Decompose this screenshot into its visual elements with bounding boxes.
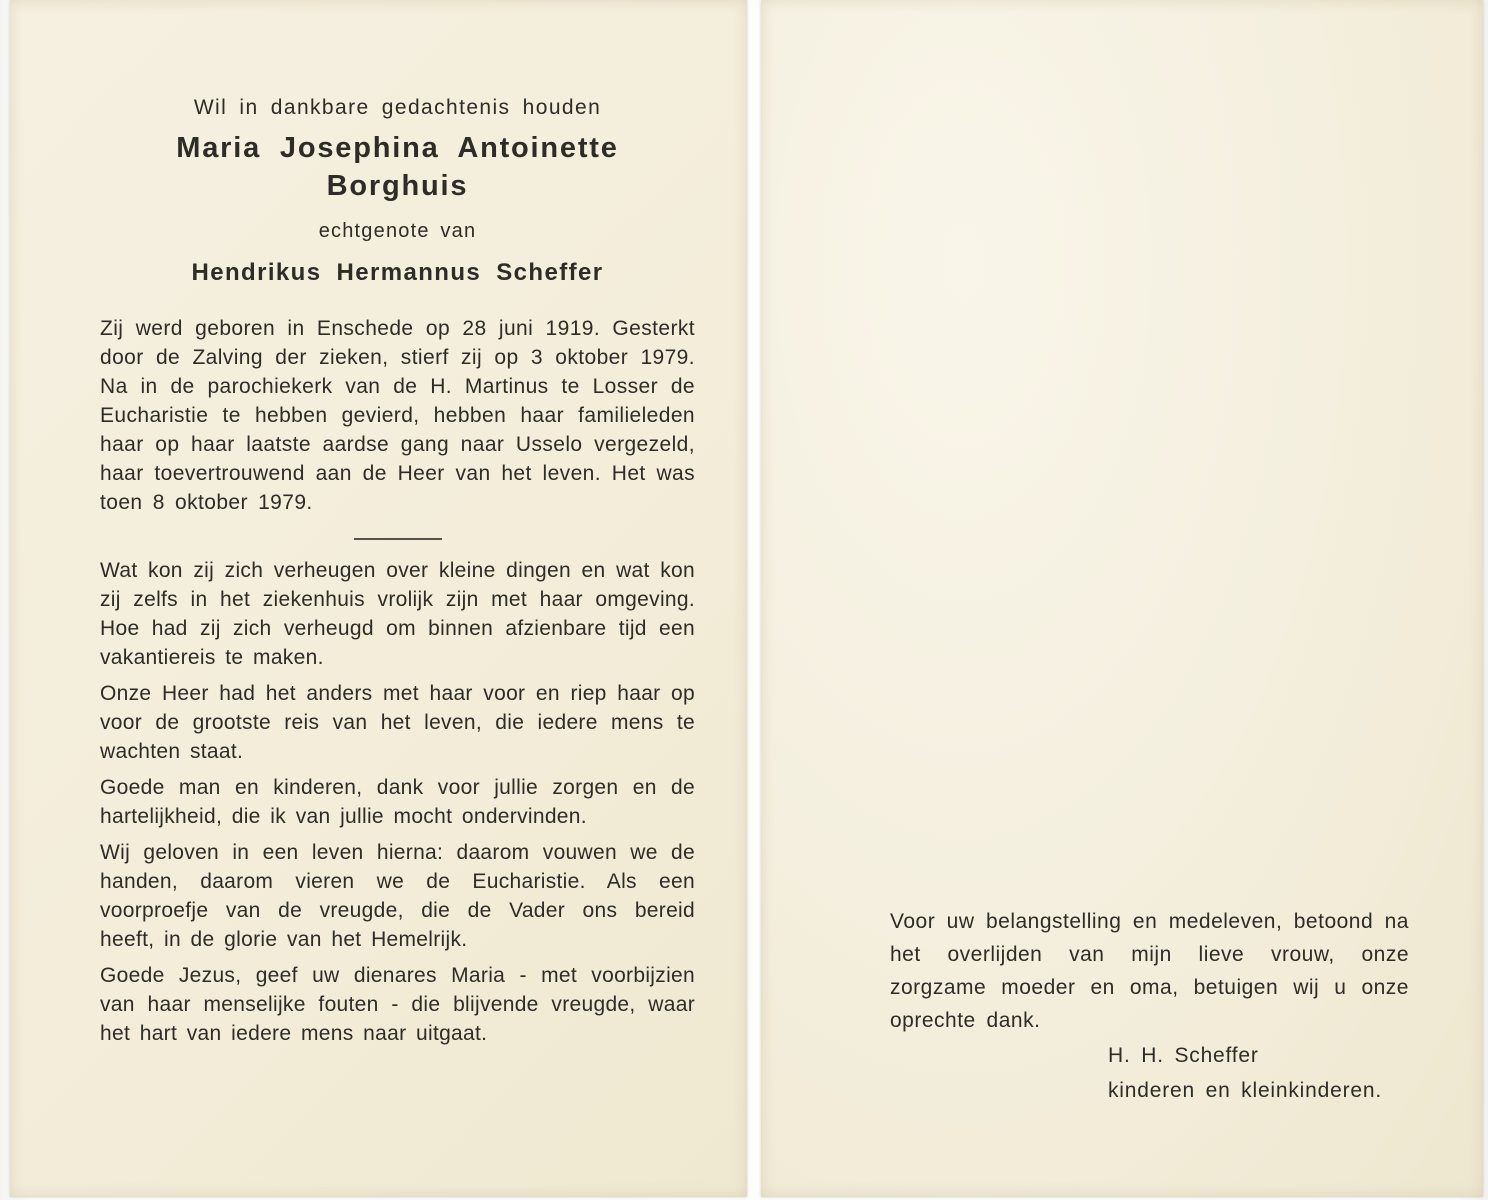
spouse-label: echtgenote van [318, 220, 477, 242]
signature-name: H. H. Scheffer [1108, 1044, 1259, 1067]
intro-line: Wil in dankbare gedachtenis houden [193, 96, 602, 119]
memorial-paragraph-2: Onze Heer had het anders met haar voor en riep haar op voor de grootste reis van het leven, die iedere mens te wachten staat. [100, 682, 695, 763]
memorial-paragraph-3: Goede man en kinderen, dank voor jullie zorgen en de hartelijkheid, die ik van jullie mocht ondervinden. [100, 776, 695, 828]
memorial-paragraph-5: Goede Jezus, geef uw dienares Maria - met voorbijzien van haar menselijke fouten - die blijvende vreugde, waar het hart van iedere mens naar uitgaat. [100, 964, 695, 1045]
deceased-name-line2: Borghuis [326, 170, 469, 202]
deceased-name-line1: Maria Josephina Antoinette [176, 132, 619, 164]
acknowledgement-block [890, 905, 1409, 1107]
memorial-card-left-page [10, 0, 747, 1197]
signature-family: kinderen en kleinkinderen. [1108, 1079, 1382, 1102]
spouse-name: Hendrikus Hermannus Scheffer [191, 259, 604, 286]
memorial-card-right-page [761, 0, 1483, 1197]
acknowledgement-paragraph: Voor uw belangstelling en medeleven, betoond na het overlijden van mijn lieve vrouw, onze zorgzame moeder en oma, betuigen wij u onze oprechte dank. [890, 910, 1409, 1032]
section-divider [354, 538, 442, 540]
memorial-paragraph-4: Wij geloven in een leven hierna: daarom vouwen we de handen, daarom vieren we de Eucharistie. Als een voorproefje van de vreugde, die de Vader ons bereid heeft, in de glorie van het Hemelrijk. [100, 841, 695, 951]
deceased-name [100, 129, 695, 205]
memorial-text-column [100, 96, 695, 1048]
memorial-paragraph-1: Wat kon zij zich verheugen over kleine dingen en wat kon zij zelfs in het ziekenhuis vrolijk zijn met haar omgeving. Hoe had zij zich verheugd om binnen afzienbare tijd een vakantiereis te maken. [100, 559, 695, 669]
biography-paragraph: Zij werd geboren in Enschede op 28 juni 1919. Gesterkt door de Zalving der zieken, stierf zij op 3 oktober 1979. Na in de parochiekerk van de H. Martinus te Losser de Eucharistie te hebben gevierd, hebben haar familieleden haar op haar laatste aardse gang naar Usselo vergezeld, haar toevertrouwend aan de Heer van het leven. Het was toen 8 oktober 1979. [100, 317, 695, 514]
